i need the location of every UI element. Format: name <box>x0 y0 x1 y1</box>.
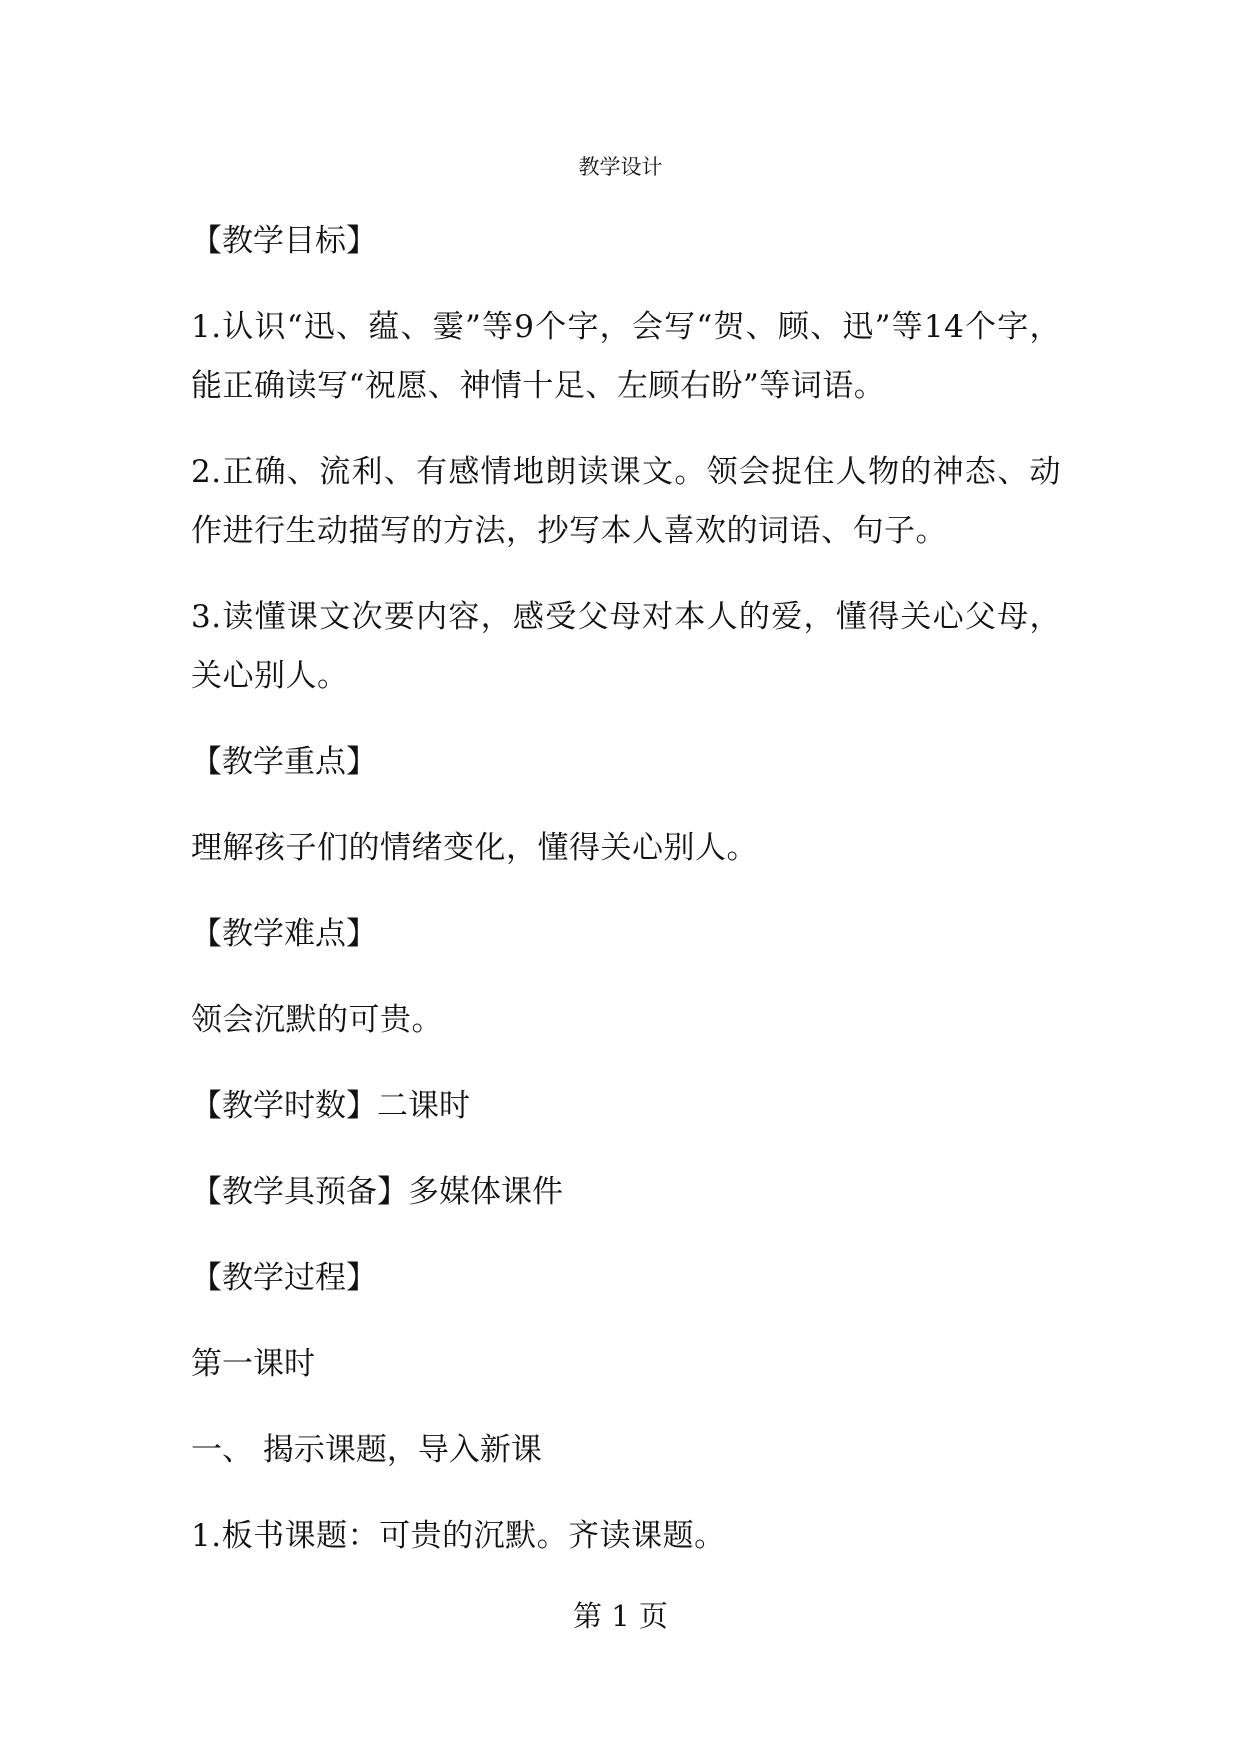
document-title: 教学设计 <box>578 155 663 179</box>
page-number: 第 1 页 <box>573 1599 668 1633</box>
key-points-heading: 【教学重点】 <box>191 744 377 780</box>
step-1-title: 一、 揭示课题，导入新课 <box>191 1432 542 1468</box>
objective-3: 3.读懂课文次要内容，感受父母对本人的爱，懂得关心父母， 关心别人。 <box>191 599 1061 694</box>
objective-1: 1.认识“迅、蕴、霎”等9个字，会写“贺、顾、迅”等14个字，能正确读写“祝愿、神情十足、左顾右盼”等词语。 <box>191 309 1061 404</box>
document-body <box>191 212 1061 1593</box>
lesson-1-title: 第一课时 <box>191 1346 315 1382</box>
teaching-hours: 【教学时数】二课时 <box>191 1088 470 1124</box>
difficulties-heading: 【教学难点】 <box>191 916 377 952</box>
objective-2: 2.正确、流利、有感情地朗读课文。领会捉住人物的神态、动作进行生动描写的方法，抄写本人喜欢的词语、句子。 <box>191 454 1061 549</box>
step-1-item-1: 1.板书课题：可贵的沉默。齐读课题。 <box>191 1518 726 1554</box>
difficulties-text: 领会沉默的可贵。 <box>191 1002 443 1038</box>
teaching-materials: 【教学具预备】多媒体课件 <box>191 1174 563 1210</box>
objectives-heading: 【教学目标】 <box>191 223 377 259</box>
key-points-text: 理解孩子们的情绪变化，懂得关心别人。 <box>191 830 758 866</box>
process-heading: 【教学过程】 <box>191 1260 377 1296</box>
